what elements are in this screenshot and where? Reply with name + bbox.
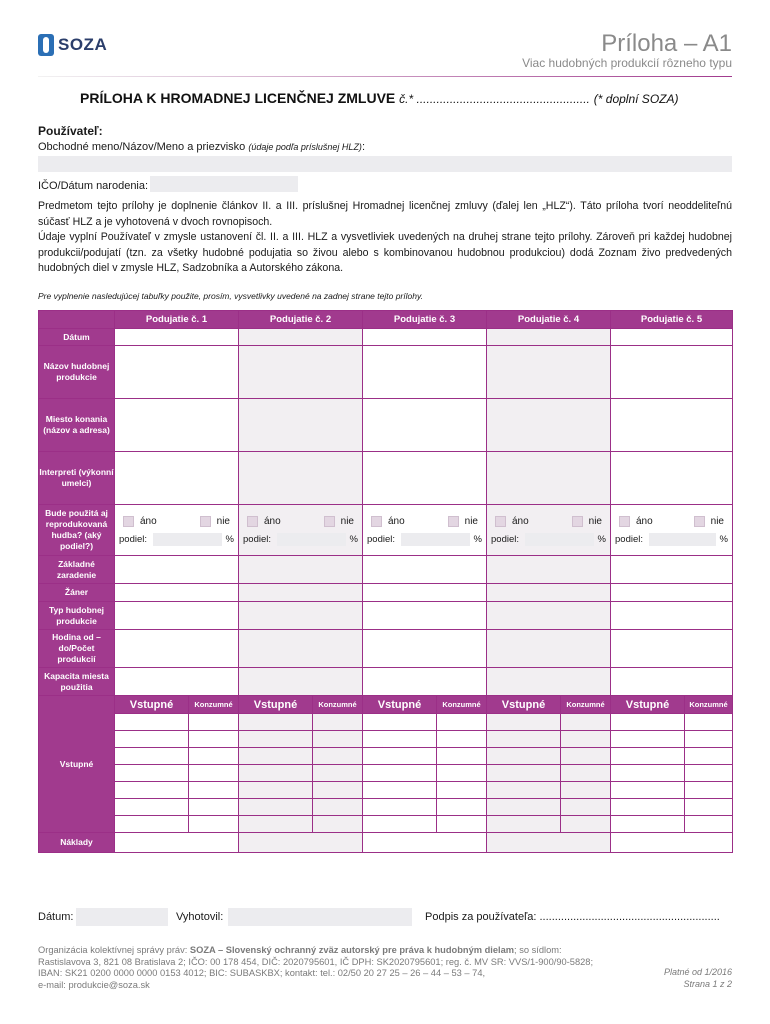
user-section-label: Používateľ:: [38, 124, 103, 138]
event-3-hours-cell[interactable]: [363, 630, 487, 668]
consumption-cell[interactable]: [313, 748, 363, 765]
event-4-date-cell[interactable]: [487, 329, 611, 346]
event-4-costs-cell[interactable]: [487, 833, 611, 853]
event-1-recorded-cell: [115, 505, 239, 556]
event-5-type-cell[interactable]: [611, 602, 733, 630]
admission-cell[interactable]: [239, 731, 313, 748]
user-name-colon: :: [361, 141, 365, 153]
event-2-name-cell[interactable]: [239, 346, 363, 399]
consumption-cell[interactable]: [437, 782, 487, 799]
event-2-classification-cell[interactable]: [239, 556, 363, 584]
event-3-date-cell[interactable]: [363, 329, 487, 346]
admission-cell[interactable]: [115, 799, 189, 816]
label-yes: áno: [140, 515, 157, 527]
checkbox-no-2[interactable]: [324, 516, 335, 527]
admission-cell[interactable]: [487, 816, 561, 833]
row-label-recorded-music: Bude použitá aj reprodukovaná hudba? (aký podiel?): [39, 505, 115, 556]
row-label-classification: Základné zaradenie: [39, 556, 115, 584]
admission-cell[interactable]: [363, 714, 437, 731]
consumption-cell[interactable]: [437, 799, 487, 816]
consumption-cell[interactable]: [685, 731, 733, 748]
event-3-type-cell[interactable]: [363, 602, 487, 630]
event-5-venue-cell[interactable]: [611, 399, 733, 452]
date-label: Dátum:: [38, 911, 74, 923]
percent-sign: %: [597, 533, 606, 545]
admission-cell[interactable]: [487, 782, 561, 799]
event-3-recorded-cell: [363, 505, 487, 556]
consumption-cell[interactable]: [561, 731, 611, 748]
admission-cell[interactable]: [115, 765, 189, 782]
footer-page-number: Strana 1 z 2: [683, 978, 732, 989]
consumption-cell[interactable]: [561, 765, 611, 782]
consumption-cell[interactable]: [313, 731, 363, 748]
row-label-hours: Hodina od – do/Počet produkcií: [39, 630, 115, 668]
event-4-recorded-cell: [487, 505, 611, 556]
prepared-by-field[interactable]: [228, 908, 412, 926]
event-1-name-cell[interactable]: [115, 346, 239, 399]
consumption-cell[interactable]: [189, 782, 239, 799]
consumption-cell[interactable]: [685, 714, 733, 731]
share-label: podiel:: [367, 533, 395, 545]
admission-cell[interactable]: [487, 731, 561, 748]
share-field-4[interactable]: [525, 533, 594, 546]
share-field-2[interactable]: [277, 533, 346, 546]
consumption-cell[interactable]: [189, 714, 239, 731]
checkbox-yes-5[interactable]: [619, 516, 630, 527]
row-label-date: Dátum: [39, 329, 115, 346]
event-4-hours-cell[interactable]: [487, 630, 611, 668]
share-label: podiel:: [491, 533, 519, 545]
ico-field[interactable]: [150, 176, 298, 192]
table-corner: [39, 311, 115, 329]
signature-line: Podpis za používateľa: ...........................................................: [425, 911, 720, 923]
footer-address: Rastislavova 3, 821 08 Bratislava 2; IČO: 00 178 454, DIČ: 2020795601, IČ DPH: SK2020795601; reg. č. MV SR: VVS/1-900/90-5828;: [38, 956, 594, 967]
row-label-venue: Miesto konania (názov a adresa): [39, 399, 115, 452]
consumption-cell[interactable]: [189, 748, 239, 765]
consumption-cell[interactable]: [561, 748, 611, 765]
event-2-costs-cell[interactable]: [239, 833, 363, 853]
admission-cell[interactable]: [611, 782, 685, 799]
consumption-cell[interactable]: [437, 731, 487, 748]
consumption-cell[interactable]: [189, 731, 239, 748]
share-label: podiel:: [243, 533, 271, 545]
admission-cell[interactable]: [611, 731, 685, 748]
event-3-costs-cell[interactable]: [363, 833, 487, 853]
event-4-name-cell[interactable]: [487, 346, 611, 399]
event-3-venue-cell[interactable]: [363, 399, 487, 452]
document-title: [80, 90, 678, 106]
consumption-cell[interactable]: [189, 765, 239, 782]
event-4-venue-cell[interactable]: [487, 399, 611, 452]
admission-cell[interactable]: [363, 748, 437, 765]
event-1-costs-cell[interactable]: [115, 833, 239, 853]
label-yes: áno: [512, 515, 529, 527]
footer-line1-suffix: ; so sídlom:: [514, 945, 562, 955]
intro-paragraph-1: Predmetom tejto prílohy je doplnenie článkov II. a III. príslušnej Hromadnej licenčnej zmluvy (ďalej len „HLZ“). Táto príloha tvorí neoddeliteľnú súčasť HLZ a je vyhotovená v dvoch rovnopisoch.: [38, 200, 732, 228]
admission-cell[interactable]: [239, 799, 313, 816]
consumption-header-1: Konzumné: [189, 696, 239, 714]
consumption-cell[interactable]: [685, 748, 733, 765]
consumption-header-4: Konzumné: [561, 696, 611, 714]
annex-subtitle: Viac hudobných produkcií rôzneho typu: [522, 56, 732, 70]
admission-cell[interactable]: [239, 748, 313, 765]
event-5-date-cell[interactable]: [611, 329, 733, 346]
percent-sign: %: [225, 533, 234, 545]
admission-cell[interactable]: [363, 816, 437, 833]
checkbox-no-1[interactable]: [200, 516, 211, 527]
event-2-type-cell[interactable]: [239, 602, 363, 630]
consumption-cell[interactable]: [313, 765, 363, 782]
soza-logo: [38, 34, 107, 56]
event-5-capacity-cell[interactable]: [611, 668, 733, 696]
share-field-3[interactable]: [401, 533, 470, 546]
event-5-hours-cell[interactable]: [611, 630, 733, 668]
table-instruction: Pre vyplnenie nasledujúcej tabuľky použite, prosím, vysvetlivky uvedené na zadnej strane tejto prílohy.: [38, 291, 423, 301]
event-1-date-cell[interactable]: [115, 329, 239, 346]
admission-cell[interactable]: [363, 799, 437, 816]
consumption-cell[interactable]: [685, 816, 733, 833]
share-field-5[interactable]: [649, 533, 716, 546]
consumption-cell[interactable]: [437, 748, 487, 765]
row-label-admission: Vstupné: [39, 696, 115, 833]
event-5-name-cell[interactable]: [611, 346, 733, 399]
consumption-cell[interactable]: [561, 714, 611, 731]
label-no: nie: [710, 515, 724, 527]
event-5-classification-cell[interactable]: [611, 556, 733, 584]
admission-cell[interactable]: [611, 765, 685, 782]
consumption-header-5: Konzumné: [685, 696, 733, 714]
checkbox-no-3[interactable]: [448, 516, 459, 527]
consumption-cell[interactable]: [313, 799, 363, 816]
row-label-costs: Náklady: [39, 833, 115, 853]
document-title-text: PRÍLOHA K HROMADNEJ LICENČNEJ ZMLUVE: [80, 90, 396, 106]
checkbox-yes-4[interactable]: [495, 516, 506, 527]
event-header-1: Podujatie č. 1: [115, 311, 239, 329]
footer-org-name: SOZA – Slovenský ochranný zväz autorský pre práva k hudobným dielam: [189, 945, 515, 955]
label-no: nie: [340, 515, 354, 527]
admission-header-4: Vstupné: [487, 696, 561, 714]
event-3-genre-cell[interactable]: [363, 584, 487, 602]
event-3-capacity-cell[interactable]: [363, 668, 487, 696]
footer-email: e-mail: produkcie@soza.sk: [38, 979, 150, 990]
admission-cell[interactable]: [487, 714, 561, 731]
consumption-cell[interactable]: [685, 799, 733, 816]
consumption-cell[interactable]: [437, 816, 487, 833]
event-header-4: Podujatie č. 4: [487, 311, 611, 329]
admission-cell[interactable]: [487, 799, 561, 816]
row-label-genre: Žáner: [39, 584, 115, 602]
event-1-venue-cell[interactable]: [115, 399, 239, 452]
row-label-production-name: Názov hudobnej produkcie: [39, 346, 115, 399]
event-2-recorded-cell: [239, 505, 363, 556]
consumption-cell[interactable]: [313, 782, 363, 799]
share-field-1[interactable]: [153, 533, 222, 546]
event-1-classification-cell[interactable]: [115, 556, 239, 584]
logo-text: SOZA: [58, 35, 108, 54]
user-name-hint: (údaje podľa príslušnej HLZ): [248, 142, 362, 152]
checkbox-yes-1[interactable]: [123, 516, 134, 527]
admission-header-5: Vstupné: [611, 696, 685, 714]
consumption-cell[interactable]: [685, 782, 733, 799]
event-2-genre-cell[interactable]: [239, 584, 363, 602]
footer-bank: IBAN: SK21 0200 0000 0000 0153 4012; BIC: SUBASKBX; kontakt: tel.: 02/50 20 27 25 – 26 – 44 – 53 – 74,: [38, 968, 486, 978]
share-label: podiel:: [615, 533, 643, 545]
label-yes: áno: [264, 515, 281, 527]
admission-cell[interactable]: [115, 782, 189, 799]
event-3-name-cell[interactable]: [363, 346, 487, 399]
event-2-date-cell[interactable]: [239, 329, 363, 346]
admission-cell[interactable]: [115, 714, 189, 731]
admission-cell[interactable]: [611, 714, 685, 731]
events-table: [38, 310, 733, 853]
annex-title: Príloha – A1: [601, 30, 732, 57]
event-4-genre-cell[interactable]: [487, 584, 611, 602]
admission-cell[interactable]: [363, 782, 437, 799]
share-label: podiel:: [119, 533, 147, 545]
admission-cell[interactable]: [363, 765, 437, 782]
admission-cell[interactable]: [115, 731, 189, 748]
consumption-cell[interactable]: [189, 799, 239, 816]
contract-number-line: č.* ....................................................: [399, 92, 590, 106]
header-divider: [38, 76, 732, 77]
admission-header-1: Vstupné: [115, 696, 189, 714]
checkbox-no-4[interactable]: [572, 516, 583, 527]
consumption-cell[interactable]: [313, 714, 363, 731]
consumption-header-3: Konzumné: [437, 696, 487, 714]
consumption-cell[interactable]: [685, 765, 733, 782]
user-name-label: [38, 141, 365, 153]
footer-organization: [38, 945, 658, 991]
event-header-3: Podujatie č. 3: [363, 311, 487, 329]
footer-valid-from: Platné od 1/2016: [663, 967, 732, 977]
percent-sign: %: [719, 533, 728, 545]
consumption-cell[interactable]: [561, 799, 611, 816]
admission-header-3: Vstupné: [363, 696, 437, 714]
row-label-production-type: Typ hudobnej produkcie: [39, 602, 115, 630]
admission-cell[interactable]: [239, 714, 313, 731]
label-no: nie: [216, 515, 230, 527]
soza-logo-icon: [38, 34, 54, 56]
event-2-venue-cell[interactable]: [239, 399, 363, 452]
event-1-capacity-cell[interactable]: [115, 668, 239, 696]
checkbox-yes-3[interactable]: [371, 516, 382, 527]
event-2-performers-cell[interactable]: [239, 452, 363, 505]
admission-cell[interactable]: [487, 748, 561, 765]
label-yes: áno: [636, 515, 653, 527]
event-1-performers-cell[interactable]: [115, 452, 239, 505]
admission-cell[interactable]: [115, 816, 189, 833]
label-no: nie: [464, 515, 478, 527]
label-no: nie: [588, 515, 602, 527]
event-3-performers-cell[interactable]: [363, 452, 487, 505]
contract-number-note: (* doplní SOZA): [593, 92, 679, 106]
checkbox-yes-2[interactable]: [247, 516, 258, 527]
event-4-classification-cell[interactable]: [487, 556, 611, 584]
admission-cell[interactable]: [611, 748, 685, 765]
intro-paragraph-2: Údaje vyplní Používateľ v zmysle ustanovení čl. II. a III. HLZ a vysvetliviek uvedených na druhej strane tejto prílohy. Zároveň pri každej hudobnej produkcii/podujatí (tzn. za všetky hudobné podujatia so živou alebo s kombinovanou hudobnou produkciou) dodá Zoznam živo predvedených hudobných diel v zmysle HLZ, Sadzobníka a Autorského zákona.: [38, 231, 732, 274]
consumption-cell[interactable]: [313, 816, 363, 833]
event-header-2: Podujatie č. 2: [239, 311, 363, 329]
checkbox-no-5[interactable]: [694, 516, 705, 527]
event-4-type-cell[interactable]: [487, 602, 611, 630]
event-5-performers-cell[interactable]: [611, 452, 733, 505]
ico-label: IČO/Dátum narodenia:: [38, 180, 149, 192]
event-2-capacity-cell[interactable]: [239, 668, 363, 696]
admission-header-2: Vstupné: [239, 696, 313, 714]
event-header-5: Podujatie č. 5: [611, 311, 733, 329]
event-1-hours-cell[interactable]: [115, 630, 239, 668]
percent-sign: %: [349, 533, 358, 545]
intro-text: [38, 199, 732, 277]
admission-cell[interactable]: [611, 816, 685, 833]
user-name-field[interactable]: [38, 156, 732, 172]
event-4-performers-cell[interactable]: [487, 452, 611, 505]
date-field[interactable]: [76, 908, 168, 926]
consumption-cell[interactable]: [561, 782, 611, 799]
admission-cell[interactable]: [239, 782, 313, 799]
percent-sign: %: [473, 533, 482, 545]
admission-cell[interactable]: [239, 765, 313, 782]
event-5-costs-cell[interactable]: [611, 833, 733, 853]
event-1-type-cell[interactable]: [115, 602, 239, 630]
footer-line1-prefix: Organizácia kolektívnej správy práv:: [38, 945, 190, 955]
label-yes: áno: [388, 515, 405, 527]
event-4-capacity-cell[interactable]: [487, 668, 611, 696]
consumption-cell[interactable]: [437, 765, 487, 782]
consumption-header-2: Konzumné: [313, 696, 363, 714]
consumption-cell[interactable]: [189, 816, 239, 833]
user-name-label-text: Obchodné meno/Názov/Meno a priezvisko: [38, 141, 246, 153]
admission-cell[interactable]: [239, 816, 313, 833]
row-label-performers: Interpreti (výkonní umelci): [39, 452, 115, 505]
admission-cell[interactable]: [611, 799, 685, 816]
admission-cell[interactable]: [487, 765, 561, 782]
consumption-cell[interactable]: [561, 816, 611, 833]
event-5-genre-cell[interactable]: [611, 584, 733, 602]
admission-cell[interactable]: [115, 748, 189, 765]
event-1-genre-cell[interactable]: [115, 584, 239, 602]
prepared-by-label: Vyhotovil:: [176, 911, 224, 923]
admission-cell[interactable]: [363, 731, 437, 748]
consumption-cell[interactable]: [437, 714, 487, 731]
event-3-classification-cell[interactable]: [363, 556, 487, 584]
row-label-capacity: Kapacita miesta použitia: [39, 668, 115, 696]
footer-page-info: [664, 967, 732, 990]
event-5-recorded-cell: [611, 505, 733, 556]
event-2-hours-cell[interactable]: [239, 630, 363, 668]
